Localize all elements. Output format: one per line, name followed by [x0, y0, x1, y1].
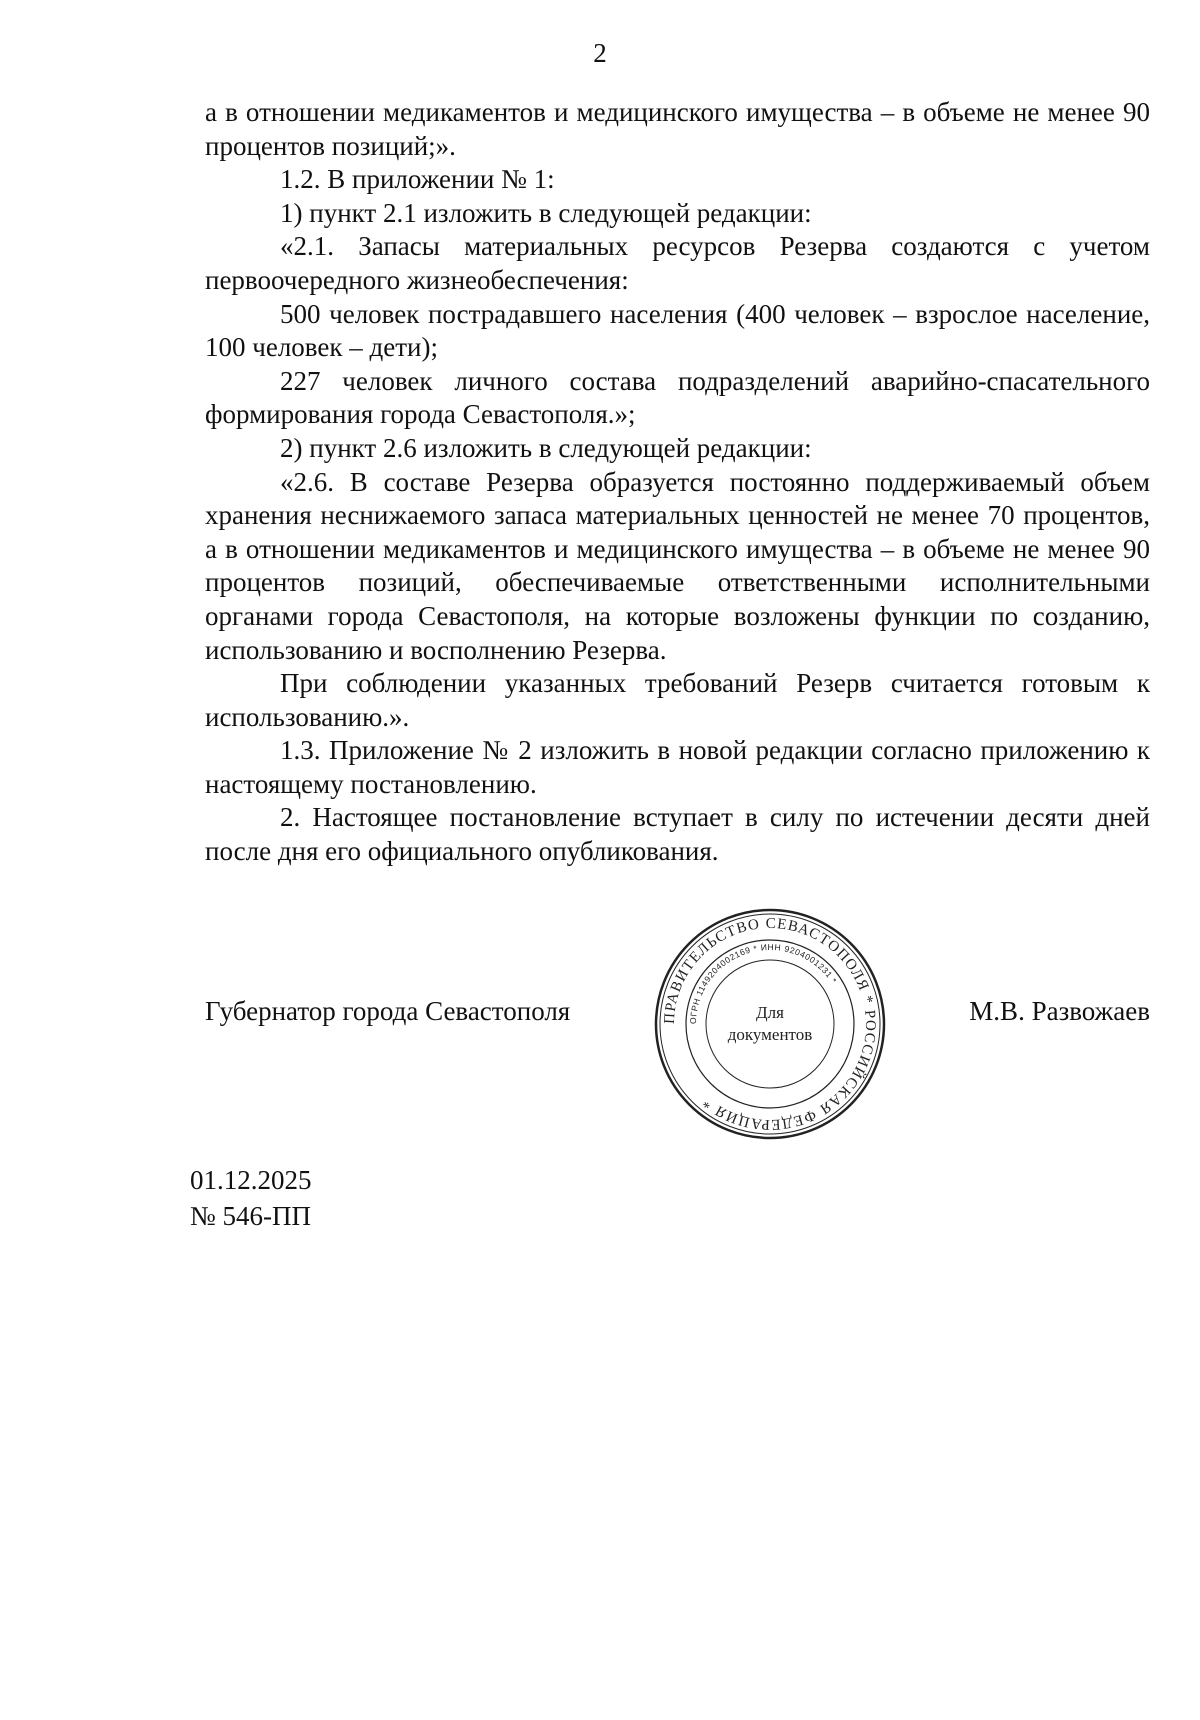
page-number: 2 [593, 38, 607, 68]
paragraph-population: 500 человек пострадавшего населения (400 человек – взрослое население, 100 человек – дети); [205, 298, 1150, 363]
paragraph-effective-date: 2. Настоящее постановление вступает в силу по истечении десяти дней после дня его официального опубликования. [205, 802, 1150, 867]
paragraph-2-6: «2.6. В составе Резерва образуется постоянно поддерживаемый объем хранения неснижаемого запаса материальных ценностей не менее 70 процентов, а в отношении медикаментов и медицинского имущества – в объеме не менее 90 процентов позиций, обеспечиваемые ответственными исполнительными органами города Севастополя, на которые возложены функции по созданию, использованию и восполнению Резерва. [205, 466, 1150, 665]
paragraph-1-3: 1.3. Приложение № 2 изложить в новой редакции согласно приложению к настоящему постановлению. [205, 735, 1150, 799]
document-body [205, 96, 1150, 869]
paragraph-personnel: 227 человек личного состава подразделений аварийно-спасательного формирования города Севастополя.»; [205, 365, 1150, 430]
paragraph-readiness: При соблюдении указанных требований Резерв считается готовым к использованию.». [205, 668, 1150, 732]
paragraph-item-1: 1) пункт 2.1 изложить в следующей редакции: [280, 197, 812, 228]
document-number: № 546-ПП [190, 1201, 311, 1231]
document-date: 01.12.2025 [190, 1165, 312, 1195]
signatory-name: М.В. Развожаев [969, 996, 1150, 1026]
document-footer [190, 1162, 312, 1234]
paragraph-item-2: 2) пункт 2.6 изложить в следующей редакции: [280, 432, 812, 463]
seal-outer-text: ПРАВИТЕЛЬСТВО СЕВАСТОПОЛЯ * РОССИЙСКАЯ ФЕДЕРАЦИЯ * [661, 915, 879, 1133]
paragraph-1-2: 1.2. В приложении № 1: [280, 164, 555, 195]
paragraph-continuation: а в отношении медикаментов и медицинского имущества – в объеме не менее 90 процентов позиций;». [205, 97, 1150, 161]
seal-center-line-2: документов [727, 1025, 813, 1044]
seal-graphic [652, 906, 888, 1142]
seal-inner-text: ОГРН 1149204002169 * ИНН 9204001231 * [687, 941, 840, 1025]
signatory-title: Губернатор города Севастополя [205, 996, 571, 1026]
seal-center-line-1: Для [756, 1003, 784, 1022]
official-seal [652, 906, 888, 1142]
paragraph-2-1: «2.1. Запасы материальных ресурсов Резерва создаются с учетом первоочередного жизнеобеспечения: [205, 231, 1150, 295]
